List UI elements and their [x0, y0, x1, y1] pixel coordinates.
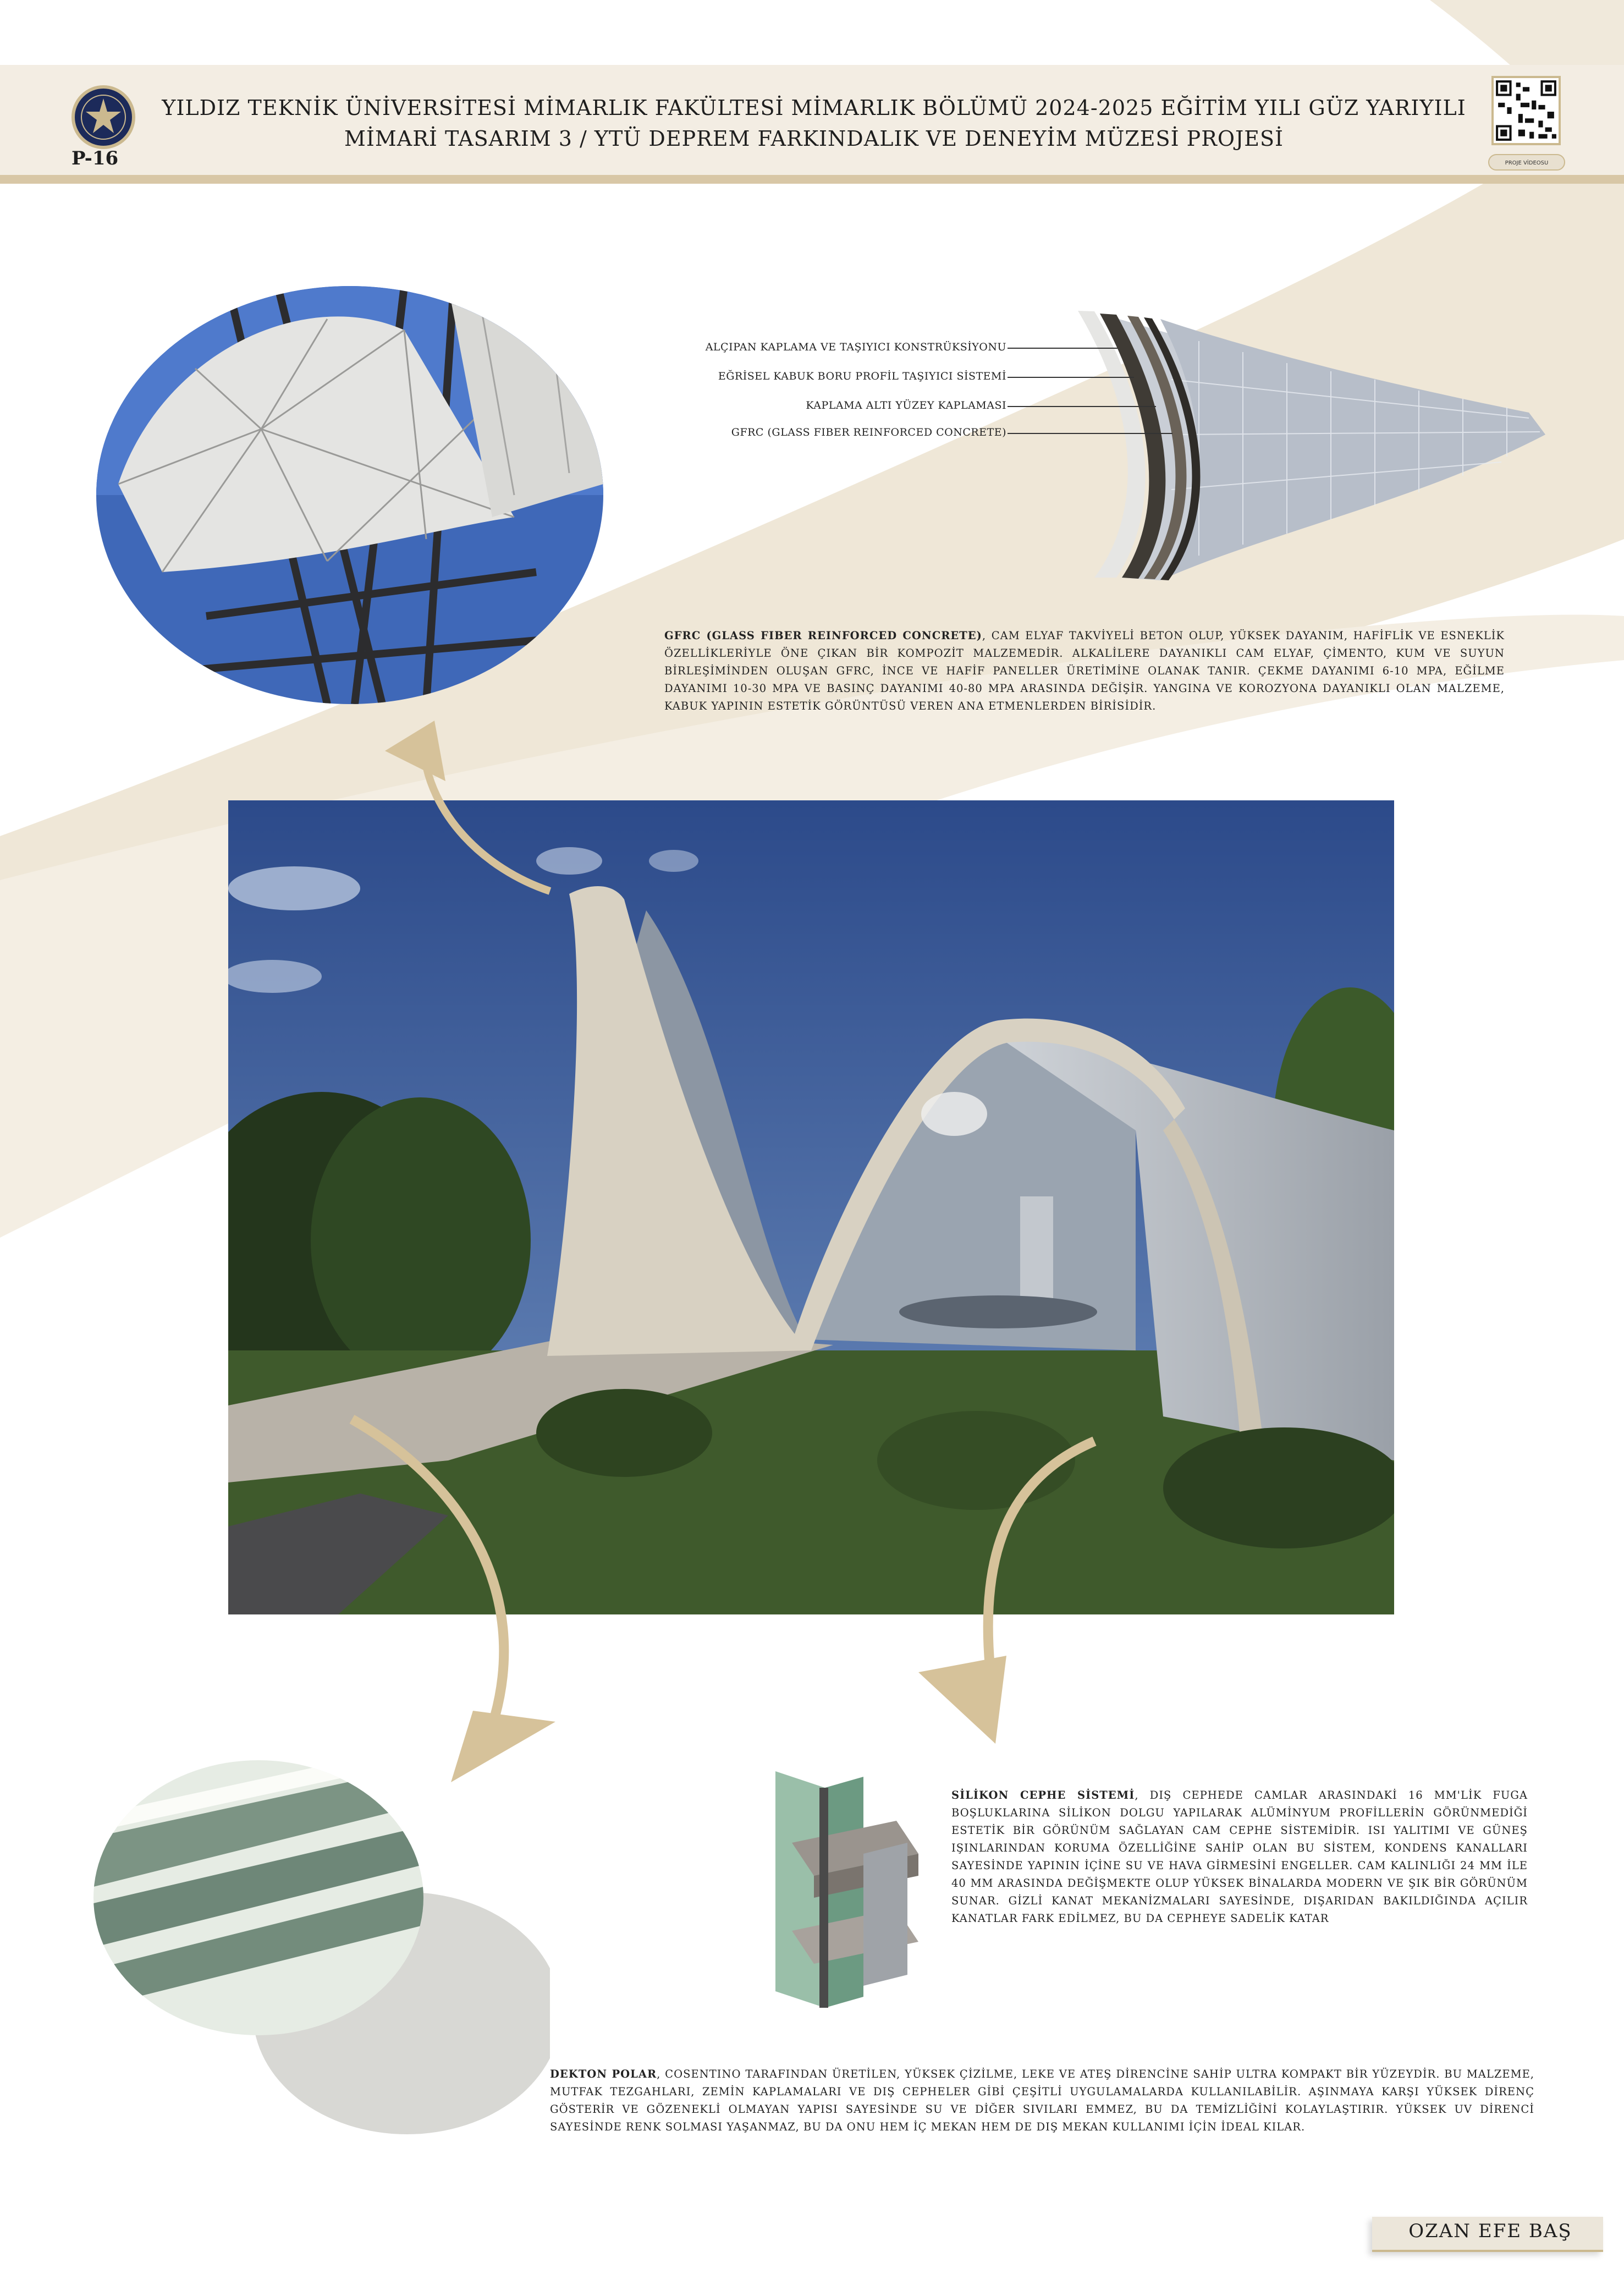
author-name: OZAN EFE BAŞ — [1408, 2220, 1572, 2242]
layer-label-4: GFRC (GLASS FIBER REINFORCED CONCRETE) — [731, 426, 1006, 438]
silicon-description — [951, 1787, 1528, 1927]
arrow-down-right-icon — [918, 1656, 1006, 1744]
dekton-text: , COSENTINO TARAFINDAN ÜRETİLEN, YÜKSEK ÇİZİLME, LEKE VE ATEŞ DİRENCİNE SAHİP ULTRA KOMPAKT BİR YÜZEYDİR. BU MALZEME, MUTFAK TEZGAHLARI, ZEMİN KAPLAMALARI VE DIŞ CEPHELER GİBİ ÇEŞİTLİ UYGULAMALARDA KULLANILABİLİR. AŞINMAYA KARŞI YÜKSEK DİRENÇ GÖSTERİR VE GÖZENEKLİ OLMAYAN YAPISI SAYESİNDE SU VE DİĞER SIVILARI EMMEZ, BU DA TEMİZLİĞİNİ KOLAYLAŞTIRIR. YÜKSEK UV DİRENCİ SAYESİNDE RENK SOLMASI YAŞANMAZ, BU DA ONU HEM İÇ MEKAN HEM DE DIŞ MEKAN KULLANIMI İÇİN İDEAL KILAR. — [550, 2068, 1535, 2133]
arrow-up-icon — [385, 721, 445, 781]
dekton-material-photo — [93, 1755, 550, 2134]
silicon-facade-detail — [753, 1766, 924, 2019]
layer-label-2: EĞRİSEL KABUK BORU PROFİL TAŞIYICI SİSTEMİ — [718, 370, 1006, 382]
gfrc-title: GFRC (GLASS FIBER REINFORCED CONCRETE) — [664, 629, 982, 642]
silicon-title: SİLİKON CEPHE SİSTEMİ — [951, 1789, 1135, 1801]
title-line-1: YILDIZ TEKNİK ÜNİVERSİTESİ MİMARLIK FAKÜLTESİ MİMARLIK BÖLÜMÜ 2024-2025 EĞİTİM YILI GÜZ YARIYILI — [162, 96, 1466, 120]
layer-label-1: ALÇIPAN KAPLAMA VE TAŞIYICI KONSTRÜKSİYONU — [705, 341, 1006, 353]
silicon-text: , DIŞ CEPHEDE CAMLAR ARASINDAKİ 16 MM'LİK FUGA BOŞLUKLARINA SİLİKON DOLGU YAPILARAK ALÜMİNYUM PROFİLLERİN GÖRÜNMEDİĞİ ESTETİK BİR GÖRÜNÜM SAĞLAYAN CAM CEPHE SİSTEMİDİR. ISI YALITIMI VE GÜNEŞ IŞINLARINDAN KORUMA ÖZELLİĞİNE SAHİP OLAN BU SİSTEM, KONDENS KANALLARI SAYESİNDE YAPININ İÇİNE SU VE HAVA GİRMESİNİ ENGELLER. CAM KALINLIĞI 24 MM İLE 40 MM ARASINDA DEĞİŞMEKTE OLUP YÜKSEK BİNALARDA MODERN VE ŞIK BİR GÖRÜNÜM SUNAR. GİZLİ KANAT MEKANİZMALARI SAYESİNDE, DIŞARIDAN BAKILDIĞINDA AÇILIR KANATLAR FARK EDİLMEZ, BU DA CEPHEYE SADELİK KATAR — [951, 1789, 1528, 1925]
dekton-title: DEKTON POLAR — [550, 2068, 657, 2080]
qr-video-label[interactable]: PROJE VİDEOSU — [1488, 154, 1565, 171]
layer-label-3: KAPLAMA ALTI YÜZEY KAPLAMASI — [806, 399, 1006, 411]
dekton-description — [550, 2066, 1534, 2136]
gfrc-text: , CAM ELYAF TAKVİYELİ BETON OLUP, YÜKSEK DAYANIM, HAFİFLİK VE ESNEKLİK ÖZELLİKLERİYLE ÖNE ÇIKAN BİR KOMPOZİT MALZEMEDİR. ALKALİLERE DAYANIKLI CAM ELYAF, ÇİMENTO, KUM VE SUYUN BİRLEŞİMİNDEN OLUŞAN GFRC, İNCE VE HAFİF PANELLER ÜRETİMİNE OLANAK TANIR. ÇEKME DAYANIMI 6-10 MPA, EĞİLME DAYANIMI 10-30 MPA VE BASINÇ DAYANIMI 40-80 MPA ARASINDA DEĞİŞİR. YANGINA VE KOROZYONA DAYANIKLI OLAN MALZEME, KABUK YAPININ ESTETİK GÖRÜNTÜSÜ VEREN ANA ETMENLERDEN BİRİSİDİR. — [664, 629, 1505, 712]
title-line-2: MİMARİ TASARIM 3 / YTÜ DEPREM FARKINDALIK VE DENEYİM MÜZESİ PROJESİ — [344, 127, 1284, 151]
page-code: P-16 — [71, 147, 119, 169]
